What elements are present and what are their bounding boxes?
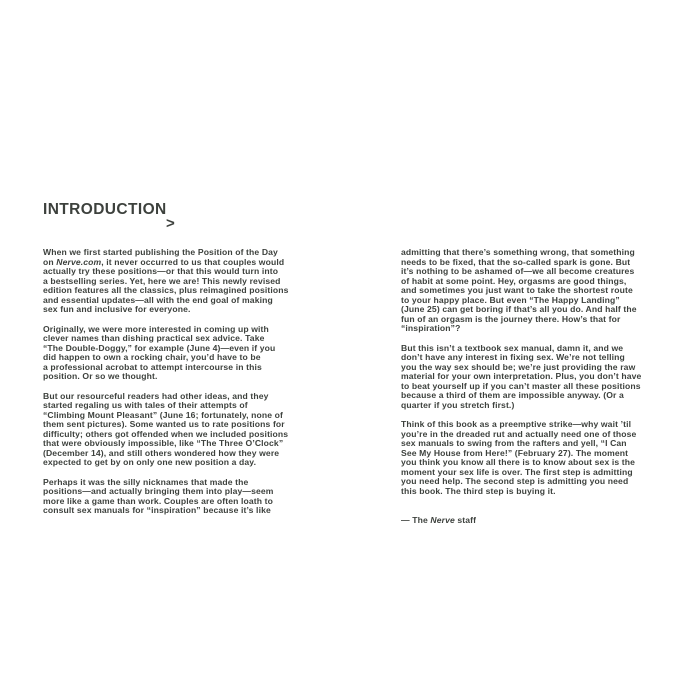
paragraph: When we first started publishing the Position of the Day on Nerve.com, it never occurred to us that couples would actually try these positions—or that this would turn into a bestselling series. Yet, here we are! This newly revised edition features all the classics, plus reimagined positions and essential updates—all with the end goal of making sex fun and inclusive for everyone. — [43, 247, 289, 314]
chevron-right-glyph: > — [166, 215, 175, 232]
left-text-column — [43, 248, 375, 526]
paragraph: Perhaps it was the silly nicknames that made the positions—and actually bringing them into play—seem more like a game than work. Couples are often loath to consult sex manuals for “inspiration” because it’s like — [43, 476, 274, 515]
right-text-column — [401, 248, 697, 506]
paragraph: Think of this book as a preemptive strike—why wait ’til you’re in the dreaded rut and actually need one of those sex manuals to swing from the rafters and yell, “I Can See My House from Here!” (February 27). The moment you think you know all there is to know about sex is the moment your sex life is over. The first step is admitting you need help. The second step is admitting you need this book. The third step is buying it. — [401, 419, 637, 496]
page-title: INTRODUCTION — [43, 201, 167, 218]
author-signature: — The Nerve staff — [401, 515, 477, 525]
paragraph: But this isn’t a textbook sex manual, damn it, and we don’t have any interest in fixing sex. We’re not telling you the way sex should be; we’re just providing the raw material for your own interpretation. Plus, you don’t have to beat yourself up if you can’t master all these positions because a third of them are impossible anyway. (Or a quarter if you stretch first.) — [401, 342, 642, 410]
paragraph: admitting that there’s something wrong, that something needs to be fixed, that the so-called spark is gone. But it’s nothing to be ashamed of—we all become creatures of habit at some point. Hey, orgasms are good things, and sometimes you just want to take the shortest route to your happy place. But even “The Happy Landing” (June 25) can get boring if that’s all you do. And half the fun of an orgasm is the journey there. How’s that for “inspiration”? — [401, 247, 637, 333]
paragraph: But our resourceful readers had other ideas, and they started regaling us with tales of their attempts of “Climbing Mount Pleasant” (June 16; fortunately, none of them sent pictures). Some wanted us to rate positions for difficulty; others got offended when we included positions that were obviously impossible, like “The Three O’Clock” (December 14), and still others wondered how they were expected to get by on only one new position a day. — [43, 390, 289, 467]
paragraph: Originally, we were more interested in coming up with clever names than dishing practical sex advice. Take “The Double-Doggy,” for example (June 4)—even if you did happen to own a rocking chair, you’d have to be a professional acrobat to attempt intercourse in this position. Or so we thought. — [43, 323, 276, 381]
